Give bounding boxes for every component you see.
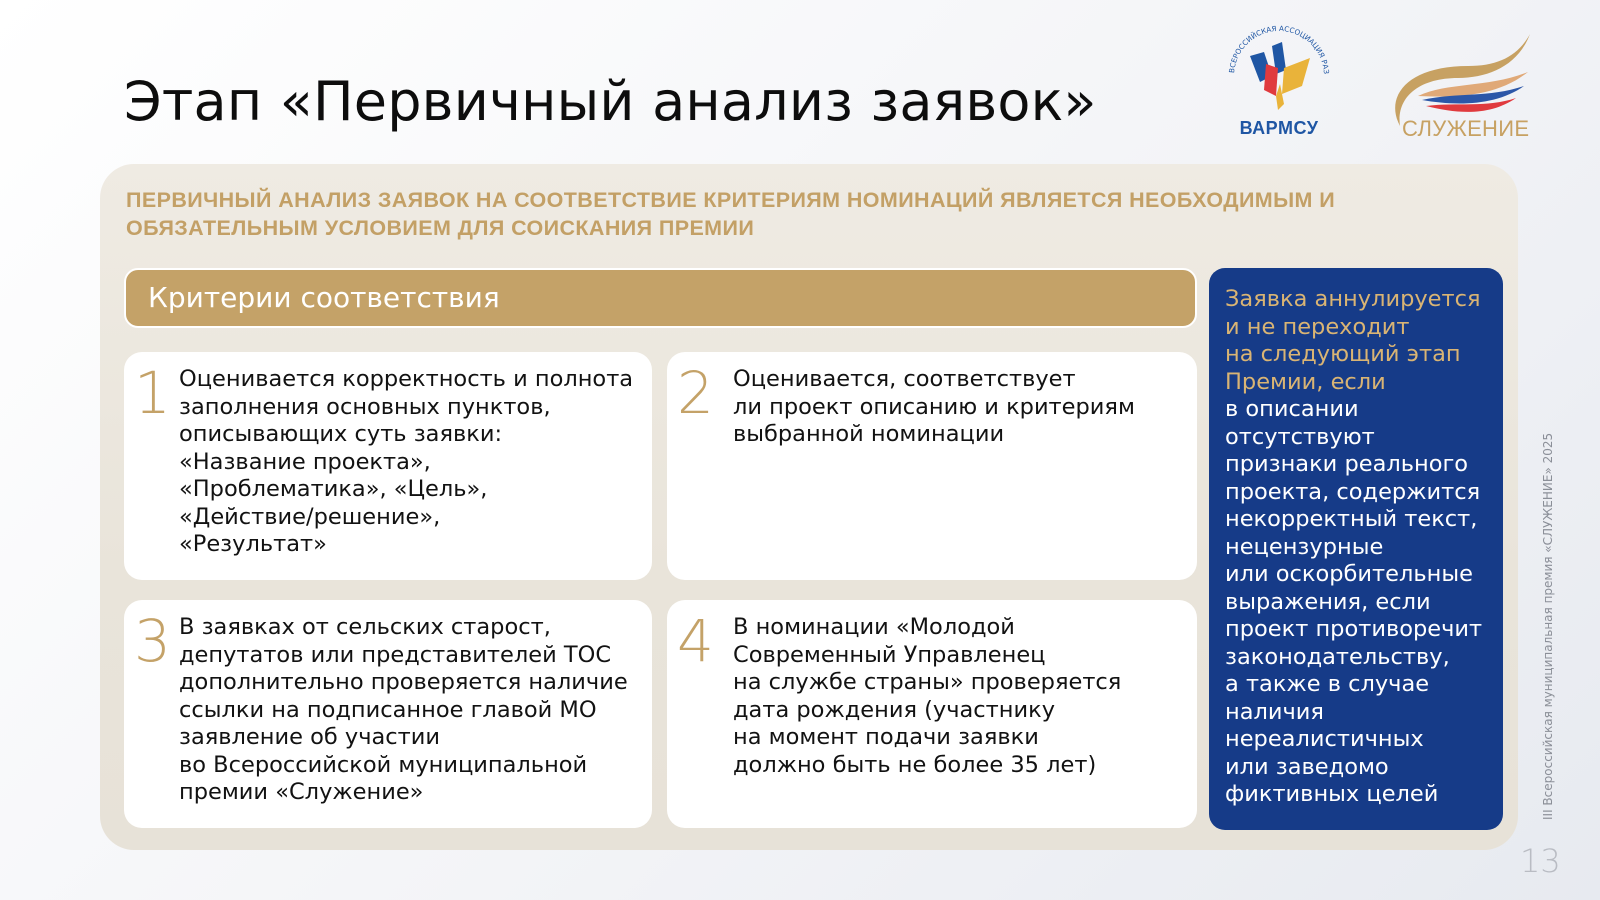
varmsu-logo bbox=[1220, 24, 1338, 142]
varmsu-ring-text: ВСЕРОССИЙСКАЯ АССОЦИАЦИЯ РАЗ bbox=[1227, 24, 1331, 75]
annulment-conditions: в описании отсутствуют признаки реального проекта, содержится некорректный текст, нецензурные или оскорбительные выражения, если проект противоречит законодательству, а также в случае наличия нереалистичных или заведомо фиктивных целей bbox=[1225, 396, 1483, 807]
varmsu-emblem-icon bbox=[1220, 24, 1338, 124]
criterion-text: Оценивается корректность и полнота заполнения основных пунктов, описывающих суть заявки: «Название проекта», «Проблематика», «Цель», «Действие/решение», «Результат» bbox=[179, 366, 634, 557]
criteria-header: Критерии соответствия bbox=[124, 268, 1197, 328]
sluzhenie-logo bbox=[1378, 26, 1538, 144]
lead-statement: ПЕРВИЧНЫЙ АНАЛИЗ ЗАЯВОК НА СООТВЕТСТВИЕ КРИТЕРИЯМ НОМИНАЦИЙ ЯВЛЯЕТСЯ НЕОБХОДИМЫМ И ОБЯЗАТЕЛЬНЫМ УСЛОВИЕМ ДЛЯ СОИСКАНИЯ ПРЕМИИ bbox=[126, 188, 1336, 240]
annulment-heading: Заявка аннулируется и не переходит на следующий этап Премии, если bbox=[1225, 286, 1481, 395]
page-number: 13 bbox=[1520, 842, 1561, 880]
criterion-number: 3 bbox=[134, 607, 171, 675]
criterion-text: Оценивается, соответствует ли проект описанию и критериям выбранной номинации bbox=[733, 366, 1135, 447]
sluzhenie-wordmark: СЛУЖЕНИЕ bbox=[1402, 116, 1530, 141]
criterion-number: 4 bbox=[677, 607, 714, 675]
criterion-text: В номинации «Молодой Современный Управленец на службе страны» проверяется дата рождения (участнику на момент подачи заявки должно быть не более 35 лет) bbox=[733, 614, 1122, 778]
slide-title: Этап «Первичный анализ заявок» bbox=[124, 70, 1097, 133]
criterion-text: В заявках от сельских старост, депутатов или представителей ТОС дополнительно проверяется наличие ссылки на подписанное главой МО заявление об участии во Всероссийской муниципальной премии «Служение» bbox=[179, 614, 628, 805]
criterion-card-4 bbox=[667, 600, 1197, 828]
sluzhenie-swoosh-icon bbox=[1378, 26, 1538, 126]
vertical-caption: III Всероссийская муниципальная премия «СЛУЖЕНИЕ» 2025 bbox=[1541, 432, 1555, 820]
criterion-number: 1 bbox=[134, 359, 171, 427]
varmsu-wordmark: ВАРМСУ bbox=[1239, 118, 1319, 138]
criterion-number: 2 bbox=[677, 359, 714, 427]
criterion-card-2 bbox=[667, 352, 1197, 580]
criterion-card-3 bbox=[124, 600, 652, 828]
annulment-box bbox=[1209, 268, 1503, 830]
criterion-card-1 bbox=[124, 352, 652, 580]
